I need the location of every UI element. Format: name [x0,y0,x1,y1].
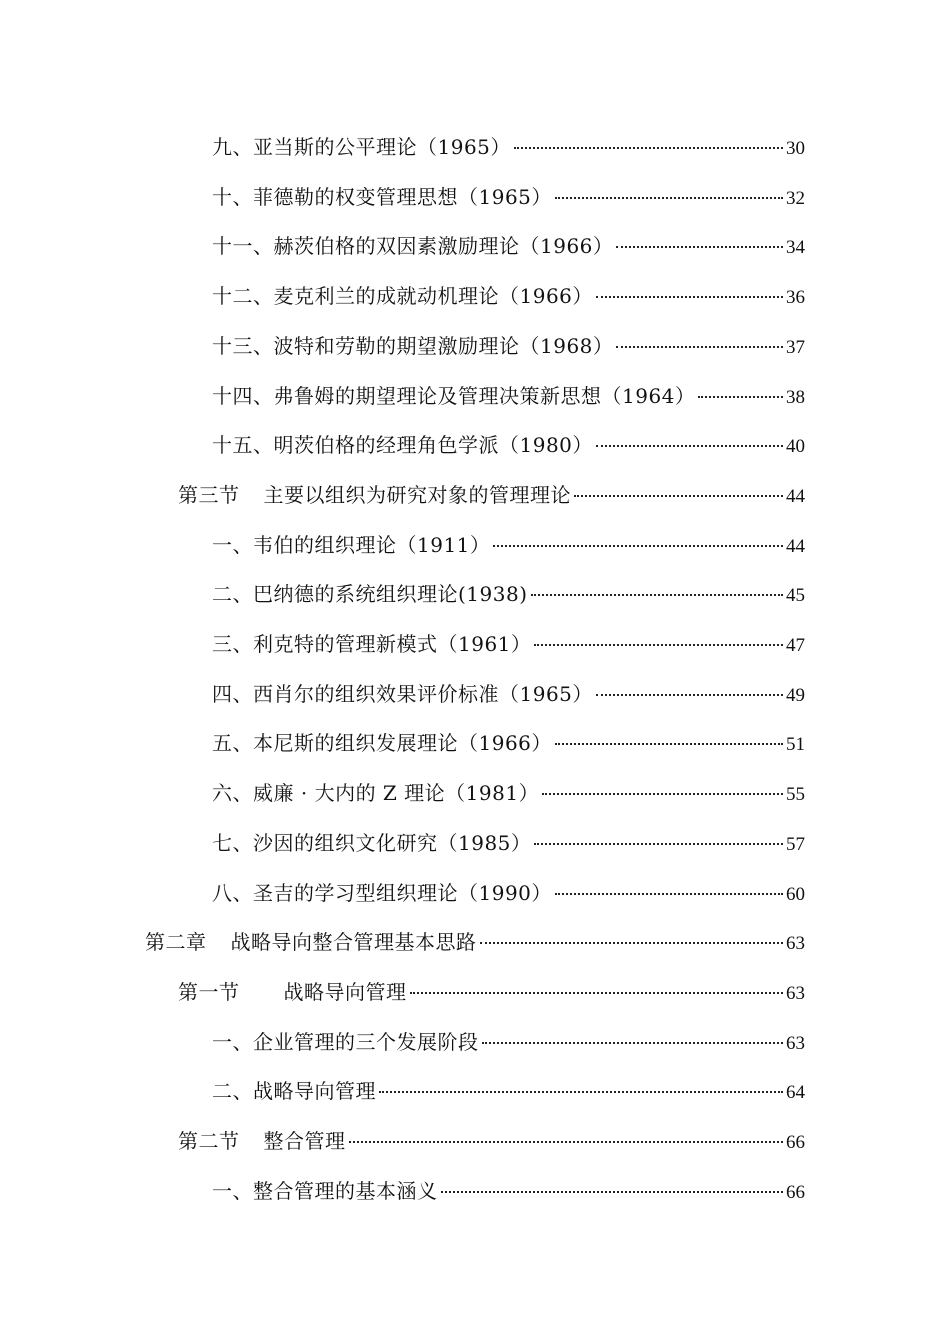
toc-entry-title [212,873,552,913]
toc-page-number: 44 [786,535,805,557]
toc-entry-text: 三、利克特的管理新模式（1961） [212,632,532,656]
toc-entry-label: 第二节 [178,1129,240,1153]
toc-entry[interactable] [212,425,805,465]
toc-entry-title [212,823,531,863]
toc-entry-title [212,177,552,217]
toc-entry[interactable] [212,873,805,913]
toc-entry[interactable] [212,1171,805,1211]
toc-entry[interactable] [212,624,805,664]
toc-page-number: 30 [786,138,805,159]
toc-entry[interactable] [212,376,805,416]
toc-entry-text: 十三、波特和劳勒的期望激励理论（1968） [212,333,614,358]
toc-dot-leader [493,545,783,547]
toc-entry-title [212,624,531,664]
toc-entry-text: 九、亚当斯的公平理论（1965） [212,135,511,159]
toc-entry-text: 十五、明茨伯格的经理角色学派（1980） [212,433,593,458]
toc-page-number: 45 [786,585,805,607]
toc-entry-text: 整合管理 [263,1129,346,1153]
toc-page-number: 32 [786,187,805,209]
toc-dot-leader [698,396,783,398]
toc-page-number: 44 [786,485,805,507]
toc-entry-title [212,1022,479,1062]
toc-dot-leader [574,495,783,497]
toc-entry-label: 第一节 [178,979,240,1004]
toc-entry-text: 二、战略导向管理 [212,1079,376,1104]
toc-page-number: 47 [786,635,805,656]
toc-dot-leader [441,1191,784,1193]
toc-entry-title [212,127,511,167]
toc-entry-text: 主要以组织为研究对象的管理理论 [263,482,571,507]
toc-entry[interactable] [212,1022,805,1062]
toc-entry[interactable] [212,276,805,316]
toc-entry-title [212,525,490,565]
toc-entry-text: 四、西肖尔的组织效果评价标准（1965） [212,681,593,706]
toc-page-number: 51 [786,734,805,756]
toc-entry-title [178,475,571,515]
toc-dot-leader [555,197,783,199]
toc-page-number: 55 [786,784,805,806]
toc-entry-title [212,773,539,813]
toc-dot-leader [555,743,783,745]
toc-entry[interactable] [212,823,805,863]
toc-entry[interactable] [178,1121,805,1161]
toc-page-number: 66 [786,1181,805,1203]
toc-entry[interactable] [145,922,805,962]
toc-page-number: 63 [786,933,805,955]
toc-page-number: 34 [786,237,805,259]
toc-entry[interactable] [178,475,805,515]
toc-entry-title [212,425,593,465]
toc-entry-text: 十一、赫茨伯格的双因素激励理论（1966） [212,234,614,259]
toc-entry-title [212,376,695,416]
toc-entry[interactable] [212,226,805,266]
toc-dot-leader [596,445,783,447]
toc-entry-title [212,674,593,714]
toc-dot-leader [596,694,783,696]
toc-entry-text: 二、巴纳德的系统组织理论(1938) [212,582,528,607]
toc-entry[interactable] [212,723,805,763]
toc-page-number: 60 [786,883,805,905]
toc-entry[interactable] [212,773,805,813]
toc-dot-leader [616,246,783,248]
toc-entry-title [212,226,613,266]
toc-page-number: 36 [786,287,805,309]
toc-page-number: 63 [786,982,805,1004]
toc-entry[interactable] [212,127,805,167]
toc-entry-text: 一、整合管理的基本涵义 [212,1178,438,1203]
toc-entry[interactable] [212,574,805,614]
toc-entry-text: 一、企业管理的三个发展阶段 [212,1029,479,1054]
toc-entry-title [178,972,407,1012]
toc-entry-text: 八、圣吉的学习型组织理论（1990） [212,880,552,905]
toc-entry-text: 七、沙因的组织文化研究（1985） [212,830,532,855]
toc-dot-leader [596,296,783,298]
toc-dot-leader [616,346,783,348]
toc-entry-text: 战略导向管理 [283,979,407,1004]
toc-entry-label: 第三节 [178,482,240,507]
toc-entry-title [212,574,528,614]
toc-entry[interactable] [212,177,805,217]
toc-entry-text: 一、韦伯的组织理论（1911） [212,532,491,557]
toc-entry-title [212,723,552,763]
toc-entry-text: 战略导向整合管理基本思路 [230,930,477,955]
toc-page-number: 66 [786,1132,805,1153]
toc-dot-leader [379,1091,783,1093]
toc-page-number: 40 [786,436,805,458]
toc-dot-leader [349,1141,784,1143]
toc-entry-text: 十二、麦克利兰的成就动机理论（1966） [212,284,593,309]
toc-entry-title [145,922,477,962]
toc-entry-title [178,1121,346,1161]
toc-entry-text: 六、威廉 · 大内的 Z 理论（1981） [212,781,540,806]
toc-entry-label: 第二章 [145,930,207,955]
toc-entry-title [212,1171,438,1211]
toc-dot-leader [514,147,783,149]
toc-dot-leader [534,843,783,845]
toc-page-number: 57 [786,833,805,855]
toc-entry-text: 十、菲德勒的权变管理思想（1965） [212,184,552,209]
toc-page-number: 49 [786,684,805,706]
toc-entry-title [212,326,613,366]
toc-entry-text: 十四、弗鲁姆的期望理论及管理决策新思想（1964） [212,383,696,408]
toc-entry-text: 五、本尼斯的组织发展理论（1966） [212,731,552,756]
toc-dot-leader [531,594,783,596]
toc-page-number: 63 [786,1032,805,1054]
toc-dot-leader [542,793,783,795]
toc-dot-leader [410,992,784,994]
toc-entry[interactable] [178,972,805,1012]
toc-dot-leader [480,942,784,944]
toc-entry-title [212,1071,376,1111]
toc-dot-leader [555,893,783,895]
toc-entry[interactable] [212,1071,805,1111]
toc-entry-title [212,276,593,316]
toc-dot-leader [482,1042,784,1044]
toc-entry[interactable] [212,326,805,366]
toc-dot-leader [534,644,783,646]
toc-page-number: 64 [786,1082,805,1104]
toc-page-number: 37 [786,336,805,358]
toc-entry[interactable] [212,525,805,565]
toc-entry[interactable] [212,674,805,714]
toc-page-number: 38 [786,386,805,408]
